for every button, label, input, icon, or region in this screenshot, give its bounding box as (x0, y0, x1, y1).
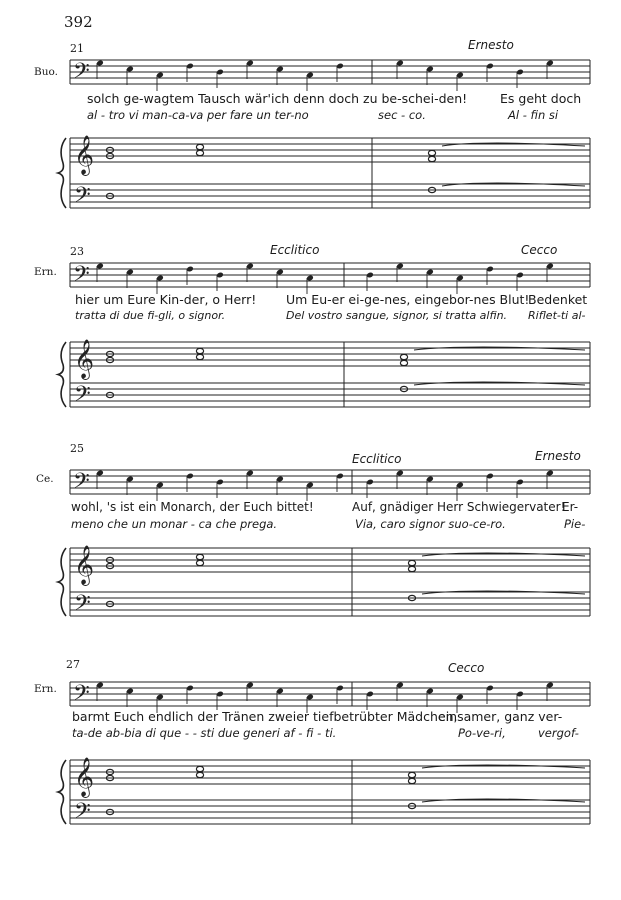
lyric-german: Um Eu-er ei-ge-nes, eingebor-nes Blut! (286, 292, 530, 307)
tie (422, 591, 585, 594)
lyric-italian: Riflet-ti al- (528, 309, 586, 322)
piano-brace (58, 138, 66, 208)
tie (414, 382, 585, 385)
treble-clef: 𝄞 (74, 545, 95, 585)
chord-note (196, 354, 203, 359)
lyric-german: solch ge-wagtem Tausch wär'ich denn doch zu be-schei-den! (87, 91, 468, 106)
measure-number: 25 (70, 442, 84, 455)
role-label: Ernesto (468, 38, 514, 52)
lyric-italian: Pie- (564, 517, 586, 531)
treble-clef: 𝄞 (74, 339, 95, 379)
lyric-italian: tratta di due fi-gli, o signor. (75, 309, 226, 322)
lyric-italian: Del vostro sangue, signor, si tratta alfin. (286, 309, 508, 322)
lyric-italian: ta-de ab-bia di que - - sti due generi af - fi - ti. (72, 726, 337, 740)
bass-clef: 𝄢 (74, 591, 91, 621)
measure-number: 27 (66, 658, 80, 671)
bass-clef: 𝄢 (73, 681, 90, 711)
lyric-german: wohl, 's ist ein Monarch, der Euch bittet! (71, 500, 314, 514)
treble-clef: 𝄞 (74, 135, 95, 175)
measure-number: 23 (70, 245, 84, 258)
voice-label: Ce. (36, 473, 54, 485)
lyric-german: hier um Eure Kin-der, o Herr! (75, 292, 257, 307)
voice-label: Ern. (34, 683, 57, 695)
lyric-italian: sec - co. (378, 108, 426, 122)
chord-note (400, 354, 407, 359)
role-label: Ernesto (535, 449, 581, 463)
chord-note (196, 766, 203, 771)
role-label: Cecco (448, 661, 485, 675)
lyric-italian: al - tro vi man-ca-va per fare un ter-no (87, 108, 309, 122)
tie (422, 553, 585, 556)
role-label: Cecco (521, 243, 558, 257)
measure-number: 21 (70, 42, 84, 55)
tie (422, 799, 585, 802)
tie (414, 347, 585, 350)
tie (422, 765, 585, 768)
lyric-german: Es geht doch (500, 91, 582, 106)
lyric-italian: vergof- (538, 726, 579, 740)
piano-brace (58, 548, 66, 616)
tie (442, 183, 585, 186)
lyric-german: Er- (562, 500, 579, 514)
chord-note (428, 156, 435, 161)
bass-clef: 𝄢 (73, 262, 90, 292)
chord-note (196, 772, 203, 777)
lyric-german: Auf, gnädiger Herr Schwiegervater! (352, 500, 566, 514)
piano-brace (58, 342, 66, 407)
treble-clef: 𝄞 (74, 757, 95, 797)
chord-note (408, 560, 415, 565)
page-number: 392 (64, 13, 93, 31)
chord-note (196, 144, 203, 149)
lyric-german: Bedenket (528, 292, 588, 307)
bass-clef: 𝄢 (74, 382, 91, 412)
tie (442, 143, 585, 146)
lyric-german: einsamer, ganz ver- (438, 709, 563, 724)
chord-note (408, 778, 415, 783)
voice-label: Buo. (34, 66, 58, 78)
lyric-italian: Al - fin si (508, 108, 559, 122)
role-label: Ecclitico (270, 243, 320, 257)
bass-clef: 𝄢 (73, 59, 90, 89)
chord-note (408, 566, 415, 571)
chord-note (400, 360, 407, 365)
bass-clef: 𝄢 (74, 799, 91, 829)
chord-note (196, 560, 203, 565)
chord-note (196, 348, 203, 353)
lyric-italian: Po-ve-ri, (458, 726, 506, 740)
lyric-german: barmt Euch endlich der Tränen zweier tiefbetrübter Mädchen, (72, 709, 458, 724)
chord-note (408, 772, 415, 777)
chord-note (196, 554, 203, 559)
bass-clef: 𝄢 (73, 469, 90, 499)
piano-brace (58, 760, 66, 824)
voice-label: Ern. (34, 266, 57, 278)
chord-note (428, 150, 435, 155)
role-label: Ecclitico (352, 452, 402, 466)
chord-note (196, 150, 203, 155)
bass-clef: 𝄢 (74, 183, 91, 213)
lyric-italian: meno che un monar - ca che prega. (71, 517, 278, 531)
lyric-italian: Via, caro signor suo-ce-ro. (355, 517, 506, 531)
